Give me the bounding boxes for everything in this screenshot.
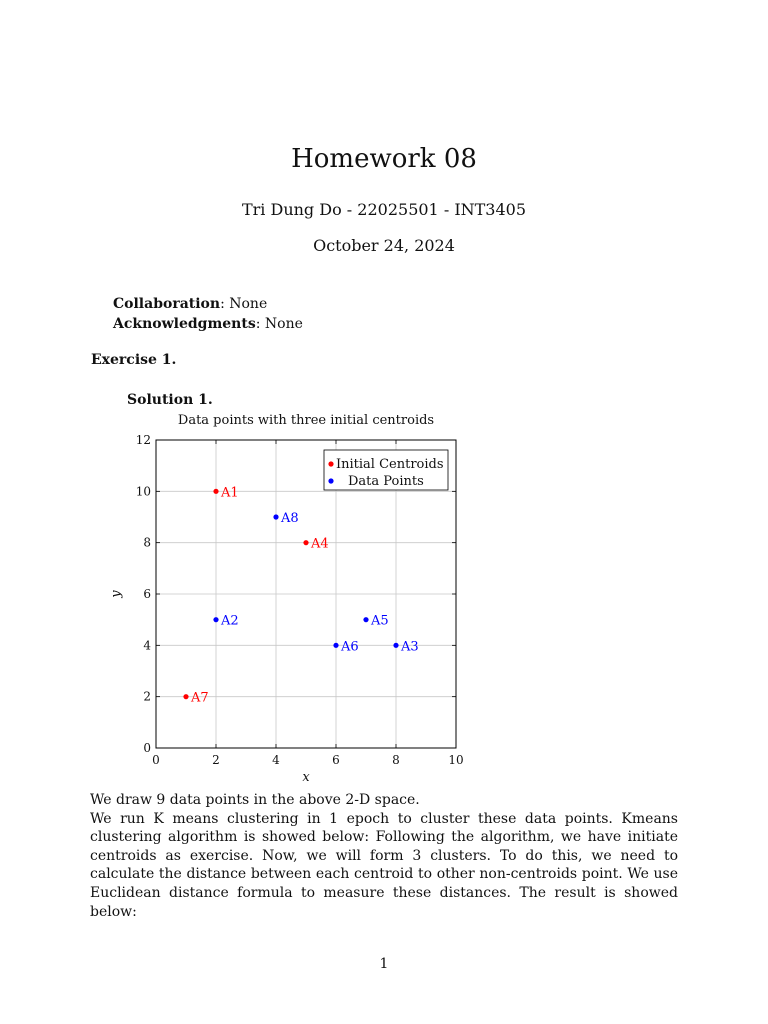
page-number: 1	[379, 956, 389, 972]
collaboration-value: : None	[220, 296, 268, 312]
legend-entry: Data Points	[348, 474, 424, 489]
collaboration-line	[113, 296, 267, 312]
y-tick-label: 4	[143, 638, 151, 653]
y-tick-label: 10	[135, 484, 151, 499]
point-a6	[333, 643, 338, 648]
x-tick-label: 4	[272, 753, 280, 767]
point-label-a6: A6	[341, 639, 359, 655]
x-axis-label: x	[302, 770, 310, 785]
chart-title: Data points with three initial centroids	[177, 413, 435, 428]
y-tick-label: 6	[143, 587, 151, 601]
body-paragraph	[90, 791, 678, 921]
legend-entry: Initial Centroids	[336, 457, 444, 472]
exercise-heading: Exercise 1.	[91, 352, 177, 368]
document-title: Homework 08	[291, 144, 477, 174]
acknowledgments-label: Acknowledgments	[113, 316, 256, 332]
acknowledgments-value: : None	[255, 316, 303, 332]
point-label-a5: A5	[371, 613, 389, 629]
solution-heading: Solution 1.	[127, 392, 213, 408]
x-tick-label: 6	[332, 753, 340, 767]
point-label-a1: A1	[221, 485, 239, 501]
acknowledgments-line	[113, 316, 303, 332]
author-line: Tri Dung Do - 22025501 - INT3405	[241, 200, 527, 219]
point-label-a3: A3	[401, 639, 419, 655]
x-tick-label: 0	[152, 753, 160, 767]
point-label-a7: A7	[191, 690, 209, 706]
point-label-a4: A4	[311, 536, 329, 552]
scatter-chart	[100, 405, 480, 790]
x-tick-label: 10	[448, 753, 464, 767]
y-tick-label: 2	[143, 689, 151, 704]
point-a4	[303, 540, 308, 545]
point-a3	[393, 643, 398, 648]
y-tick-label: 0	[143, 741, 151, 755]
point-label-a8: A8	[281, 511, 299, 526]
point-a7	[183, 694, 188, 699]
point-a1	[213, 489, 218, 494]
x-tick-label: 8	[392, 753, 400, 767]
legend-marker	[328, 478, 333, 483]
paragraph-line-2: We run K means clustering in 1 epoch to cluster these data points. Kmeans clustering algorithm is showed below: Following the algorithm, we have initiate centroids as exercise. Now, we will form 3 clusters. To do this, we need to calculate the distance between each centroid to other non-centroids point. We use Euclidean distance formula to measure these distances. The result is showed below:	[90, 810, 678, 920]
y-tick-label: 12	[135, 433, 151, 447]
y-axis-label: y	[109, 590, 124, 598]
y-tick-label: 8	[143, 535, 151, 550]
legend-marker	[328, 461, 333, 466]
collaboration-label: Collaboration	[113, 296, 221, 312]
point-a5	[363, 617, 368, 622]
paragraph-line-1: We draw 9 data points in the above 2-D space.	[90, 792, 420, 808]
x-tick-label: 2	[212, 753, 220, 767]
point-a8	[273, 514, 278, 519]
point-a2	[213, 617, 218, 622]
point-label-a2: A2	[221, 613, 239, 629]
document-date: October 24, 2024	[313, 236, 455, 255]
